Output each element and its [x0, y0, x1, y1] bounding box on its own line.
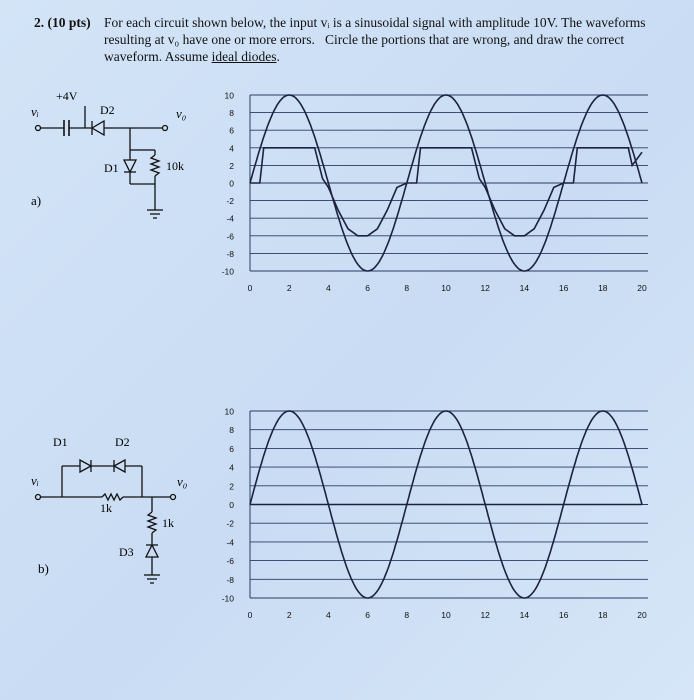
- plot-a-x-tick-0: 0: [247, 283, 253, 293]
- plot-b-y-tick-0: 10: [224, 406, 234, 417]
- plot-b-y-tick-6: -2: [226, 518, 234, 529]
- plot-a-y-tick-10: -10: [221, 266, 234, 277]
- plot-a-x-tick-8: 16: [558, 283, 569, 293]
- ideal-diodes-underlined: ideal diodes: [211, 49, 277, 64]
- circuit-b-shunt-resistor-label: 1k: [162, 516, 174, 530]
- circuit-b-d2-label: D2: [115, 435, 130, 449]
- problem-number-text: 2.: [34, 15, 45, 30]
- problem-points: (10 pts): [47, 15, 91, 30]
- plot-b-x-tick-0: 0: [247, 610, 253, 620]
- plot-b-y-tick-9: -8: [226, 574, 234, 585]
- plot-a-x-tick-4: 8: [404, 283, 410, 293]
- plot-a-x-tick-1: 2: [286, 283, 292, 293]
- circuit-b-input-label: vᵢ: [31, 473, 39, 488]
- plot-a-x-tick-7: 14: [519, 283, 530, 293]
- problem-text-line-2a: resulting at v₀ have one or more errors.: [104, 32, 315, 47]
- plot-a-y-tick-6: -2: [226, 196, 234, 207]
- plot-b-x-tick-8: 16: [558, 610, 569, 620]
- plot-a-y-tick-0: 10: [224, 90, 234, 101]
- plot-a-x-tick-10: 20: [637, 283, 647, 293]
- problem-text-line-2b: Circle the portions that are wrong, and draw the correct: [325, 32, 625, 47]
- plot-b-x-tick-9: 18: [598, 610, 608, 620]
- circuit-a-supply-label: +4V: [56, 89, 78, 103]
- circuit-a-output-label: v₀: [176, 106, 187, 121]
- plot-b-x-tick-3: 6: [365, 610, 370, 620]
- problem-text-line-3c: .: [276, 49, 280, 64]
- problem-text-line-3a: waveform. Assume: [104, 49, 212, 64]
- plot-b-x-tick-4: 8: [404, 610, 410, 620]
- circuit-b-d3-label: D3: [119, 545, 134, 559]
- problem-text-line-1: For each circuit shown below, the input vᵢ is a sinusoidal signal with amplitude 10V. The waveforms: [104, 15, 646, 30]
- plot-b-y-tick-10: -10: [221, 593, 234, 604]
- plot-b-y-tick-3: 4: [229, 462, 234, 473]
- plot-a-x-tick-6: 12: [480, 283, 490, 293]
- plot-a-y-tick-5: 0: [229, 178, 234, 189]
- circuit-b-output-label: v₀: [177, 474, 188, 489]
- plot-b-y-tick-2: 6: [229, 443, 234, 454]
- plot-b-y-tick-1: 8: [229, 425, 234, 436]
- plot-a-x-tick-9: 18: [598, 283, 608, 293]
- circuit-a-input-label: vᵢ: [31, 104, 39, 119]
- plot-b-y-tick-4: 2: [229, 481, 234, 492]
- plot-b-x-tick-10: 20: [637, 610, 647, 620]
- plot-a-y-tick-8: -6: [226, 231, 234, 242]
- plot-a-x-tick-3: 6: [365, 283, 370, 293]
- circuit-a-d1-label: D1: [104, 161, 119, 175]
- circuit-a-resistor-label: 10k: [166, 159, 184, 173]
- plot-b-y-tick-7: -4: [226, 537, 234, 548]
- plot-b-x-tick-7: 14: [519, 610, 530, 620]
- circuit-b-label: b): [38, 561, 49, 576]
- plot-b-x-tick-6: 12: [480, 610, 490, 620]
- plot-b-x-tick-2: 4: [326, 610, 331, 620]
- plot-b-x-tick-5: 10: [441, 610, 451, 620]
- plot-a-y-tick-2: 6: [229, 125, 234, 136]
- plot-b-y-tick-5: 0: [229, 500, 234, 510]
- plot-a-y-tick-7: -4: [226, 213, 234, 224]
- circuit-b-series-resistor-label: 1k: [100, 501, 112, 515]
- plot-a-x-tick-5: 10: [441, 283, 451, 293]
- plot-a-y-tick-1: 8: [229, 108, 234, 119]
- circuit-a-d2-label: D2: [100, 103, 115, 117]
- plot-a-y-tick-4: 2: [229, 160, 234, 171]
- circuit-a-label: a): [31, 193, 42, 208]
- plot-a-x-tick-2: 4: [326, 283, 331, 293]
- plot-a-y-tick-3: 4: [229, 143, 234, 154]
- plot-b-y-tick-8: -6: [226, 556, 234, 567]
- plot-b-x-tick-1: 2: [286, 610, 292, 620]
- circuit-b-d1-label: D1: [53, 435, 68, 449]
- plot-a-y-tick-9: -8: [226, 248, 234, 259]
